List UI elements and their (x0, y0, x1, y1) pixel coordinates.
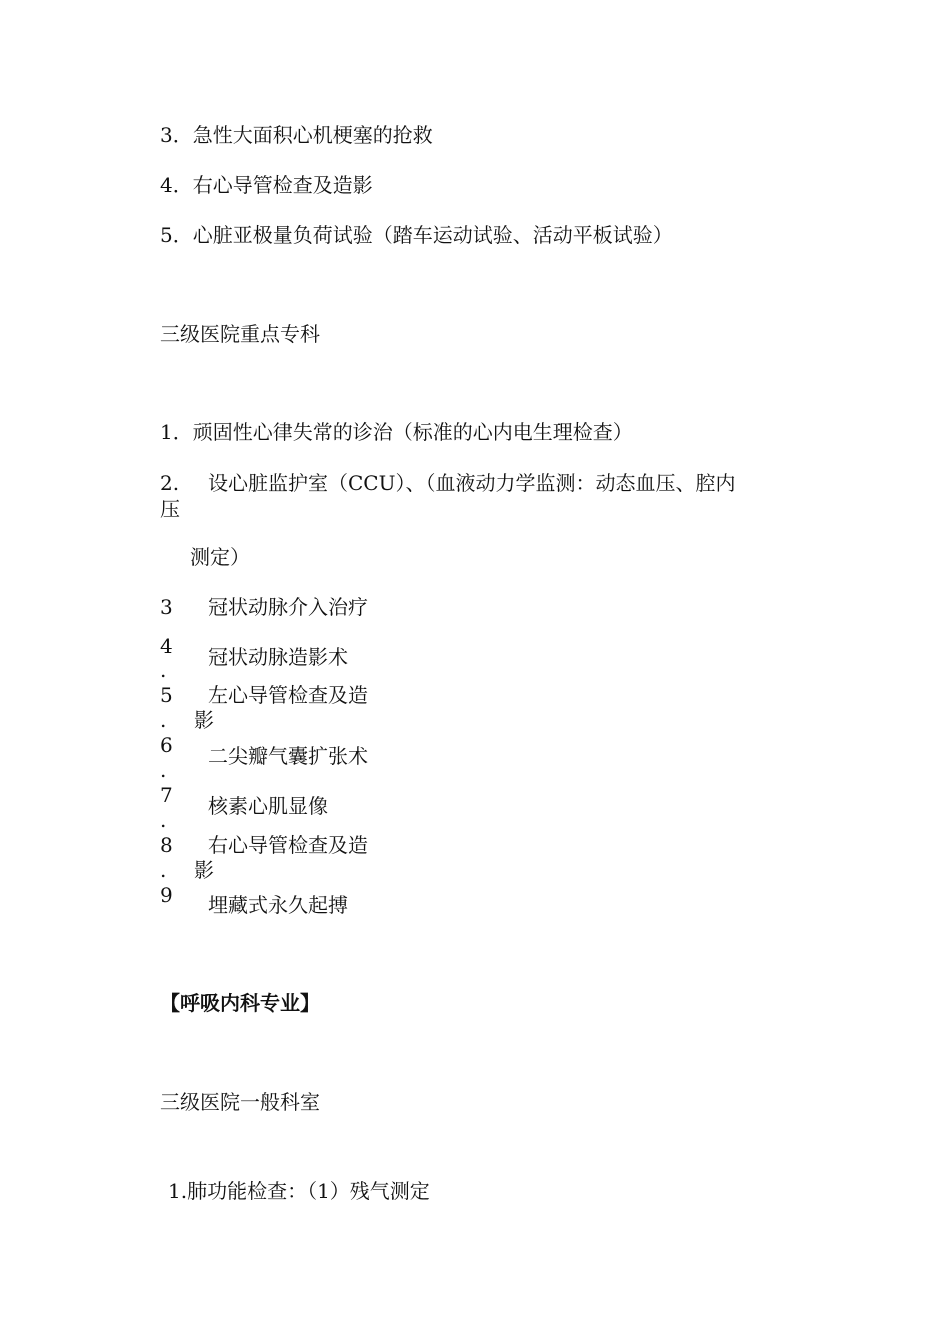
list-item-number: 8 (160, 833, 173, 857)
list-item-dot: . (160, 858, 167, 882)
list-item: 核素心肌显像 (208, 794, 328, 818)
list-item: 埋藏式永久起搏 (208, 893, 348, 917)
list-item-number: 2. (160, 471, 180, 495)
list-item: 3．急性大面积心机梗塞的抢救 (160, 123, 433, 147)
list-item: 二尖瓣气囊扩张术 (208, 744, 368, 768)
list-item-dot: . (160, 808, 167, 832)
section-heading: 三级医院重点专科 (160, 322, 320, 346)
list-item-dot: . (160, 708, 167, 732)
list-item-wrap: 影 (194, 858, 214, 882)
list-item-number: 9 (160, 883, 173, 907)
list-item: 1.肺功能检查：（1）残气测定 (168, 1179, 430, 1203)
department-heading: 【呼吸内科专业】 (160, 991, 320, 1015)
list-item: 1．顽固性心律失常的诊治（标准的心内电生理检查） (160, 420, 633, 444)
list-item: 右心导管检查及造 (208, 833, 368, 857)
list-item-number: 6 (160, 733, 173, 757)
list-item-dot: . (160, 658, 167, 682)
list-item: 设心脏监护室（CCU）、（血液动力学监测：动态血压、腔内 (208, 471, 736, 495)
list-item-wrap: 测定） (190, 545, 250, 569)
list-item: 5．心脏亚极量负荷试验（踏车运动试验、活动平板试验） (160, 223, 673, 247)
list-item: 冠状动脉造影术 (208, 645, 348, 669)
list-item-number: 5 (160, 683, 173, 707)
list-item-number: 3 (160, 595, 173, 619)
list-item: 左心导管检查及造 (208, 683, 368, 707)
list-item-wrap: 影 (194, 708, 214, 732)
section-heading: 三级医院一般科室 (160, 1090, 320, 1114)
list-item-dot: . (160, 758, 167, 782)
list-item: 冠状动脉介入治疗 (208, 595, 368, 619)
list-item-number: 7 (160, 783, 173, 807)
list-item-wrap: 压 (160, 497, 180, 521)
list-item: 4．右心导管检查及造影 (160, 173, 373, 197)
list-item-number: 4 (160, 634, 173, 658)
